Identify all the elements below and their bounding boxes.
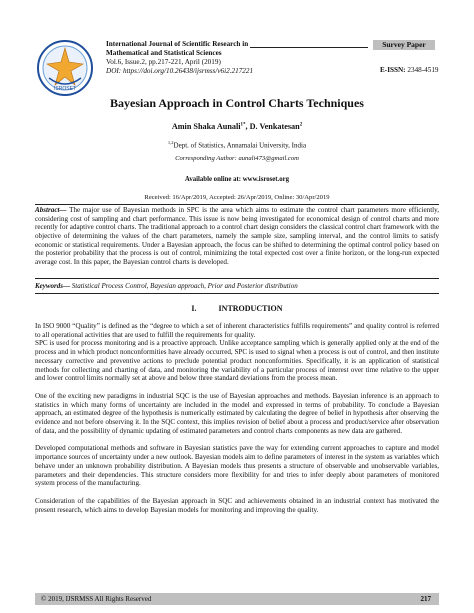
abstract-text: The major use of Bayesian methods in SPC is the area which aims to estimate the control chart parameters more efficiently, considering cost of sampling and chart performance. This issue is now being investigated for economical design of control charts and more recently for adaptive control charts. The traditional approach to a control chart design considers the classical control chart framework with the objective of determining the values of the chart parameters, namely the sample size, sampling interval, and the control limits to satisfy economic or statistical requirements. Under a Bayesian approach, the focus can be shifted to determining the optimal control policy based on the posterior probability that the process is out of control, minimizing the total expected cost over a finite horizon, or the long-run expected average cost. In this paper, the Bayesian control charts is developed. [35,206,439,266]
eissn-value: 2348-4519 [407,66,439,74]
paragraph-3: One of the exciting new paradigms in industrial SQC is the use of Bayesian approaches and methods. Bayesian inference is an approach to statistics in which many forms of uncertainty are included in the model and expressed in terms of probability. To conclude a Bayesian approach, an estimated degree of the hypothesis is numerically estimated by calculating the degree of belief in hypothesis after observing the evidence and not before observing it. In the SQC context, this implies revision of belief about a process and product/service after observation of data, and the possibility of dynamic updating of estimated parameters and control charts components as new data are gathered. [35,391,439,435]
affiliation-sup: 1,2 [167,140,174,145]
copyright: © 2019, IJSRMSS All Rights Reserved [41,595,152,603]
divider-bottom [35,293,439,294]
keywords-label: Keywords— [35,282,70,290]
keywords-text: Statistical Process Control, Bayesian approach, Prior and Posterior distribution [70,282,298,290]
authors-line [0,122,474,131]
affiliation [0,140,474,149]
paragraph-1: In ISO 9000 “Quality” is defined as the “degree to which a set of inherent characteristics fulfills requirements” and quality control is referred to all operational activities that are used to fulfill the requirements for quality. [35,322,439,339]
author-2: , D. Venkatesan [245,122,300,131]
section-title: INTRODUCTION [218,304,283,313]
page-number: 217 [420,595,431,603]
body-text [35,322,439,523]
logo-text: ISROSET [54,86,76,92]
eissn-label: E-ISSN: [380,66,406,74]
divider-top [35,204,439,205]
paragraph-5: Consideration of the capabilities of the Bayesian approach in SQC and achievements obtained in an industrial context has motivated the present research, which aims to develop Bayesian models for monitoring and improving the quality. [35,496,439,514]
author-1: Amin Shaka Aunali [171,122,241,131]
eissn [380,66,439,74]
header-underline [250,47,368,48]
journal-header [106,40,371,76]
paper-type-badge: Survey Paper [373,40,435,50]
keywords [35,282,439,290]
section-heading [0,304,474,313]
page-footer [35,593,439,605]
journal-name-line1: International Journal of Scientific Research in [106,40,249,48]
paper-title: Bayesian Approach in Control Charts Techniques [110,96,364,110]
corresponding-author: Corresponding Author: aunali473@gmail.com [175,155,299,162]
abstract-label: Abstract— [35,206,67,214]
section-number: I. [191,304,197,313]
paragraph-2: SPC is used for process monitoring and is a proactive approach. Unlike acceptance sampling which is generally applied only at the end of the process and in which product nonconformities have already occurred, SPC is used to signal when a process is out of control, and then institute necessary corrective and preventive actions to preclude potential product nonconformities. Specifically, it is an application of statistical methods for collecting and charting of data, and monitoring the variability of a particular process of interest over time relative to the upper and lower control limits normally set at above and below three standard deviations from the process mean. [35,339,439,383]
divider-middle [35,278,439,279]
submission-dates: Received: 16/Apr/2019, Accepted: 26/Apr/2019, Online: 30/Apr/2019 [144,194,330,201]
journal-name-line2: Mathematical and Statistical Sciences [106,49,222,57]
volume-info: Vol.6, Issue.2, pp.217-221, April (2019) [106,58,221,66]
abstract [35,206,439,267]
journal-logo [35,38,95,98]
available-online: Available online at: www.isroset.org [184,176,290,183]
author-1-sup: 1* [240,122,246,128]
doi-link[interactable]: DOI: https://doi.org/10.26438/ijsrmss/v6i2.217221 [106,67,254,75]
author-2-sup: 2 [299,122,303,128]
paragraph-4: Developed computational methods and software in Bayesian statistics pave the way for extending current approaches to capture and model importance sources of uncertainty under a new outlook. Bayesian models aim to define parameters of interest in the system as variables which behave under an unknown probability distribution. A Bayesian models thus presents a structure of observable and unobservable variables, parameters and their dependencies. This structure considers more flexibility for and tries to infer deeply about parameters of monitored system process of the manufacturing. [35,444,439,488]
affiliation-text: Dept. of Statistics, Annamalai University, India [173,141,307,150]
